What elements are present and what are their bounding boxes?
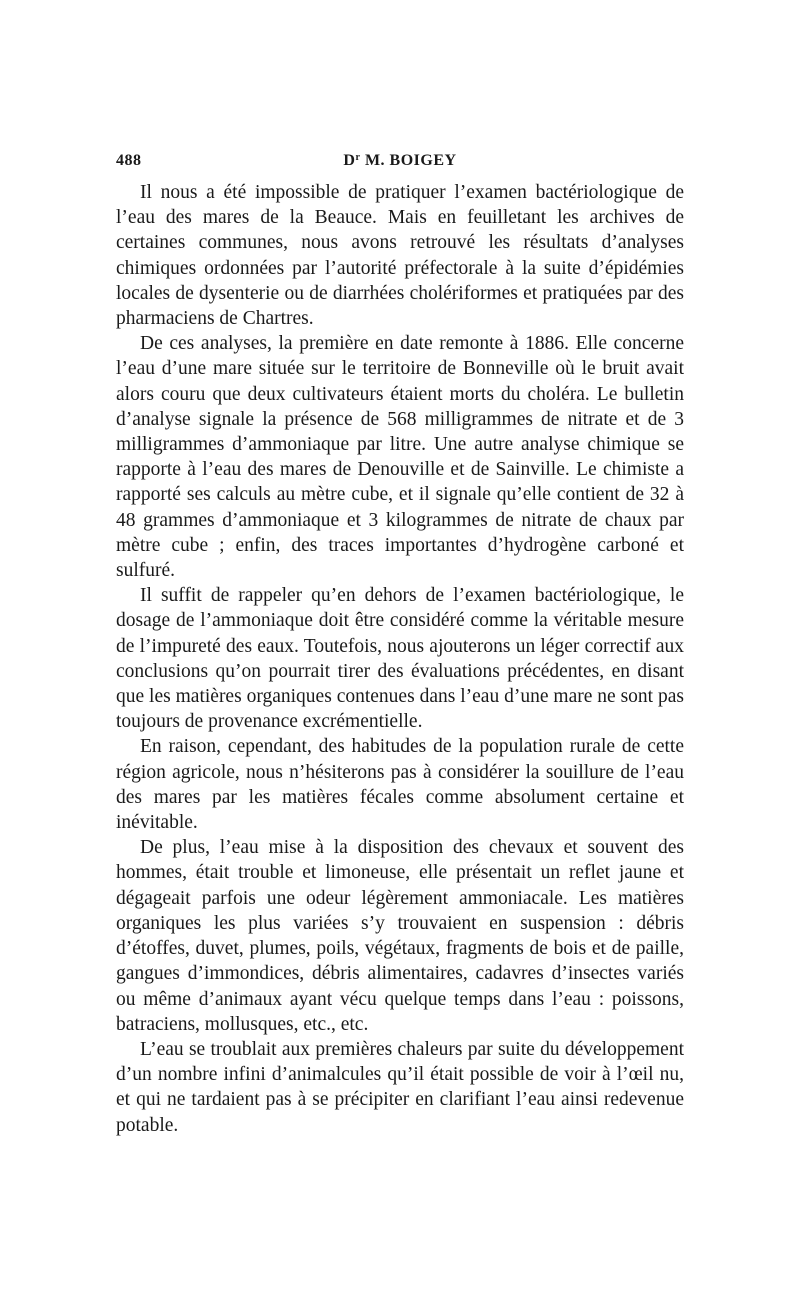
running-head <box>116 152 684 170</box>
paragraph: De ces analyses, la première en date remonte à 1886. Elle concerne l’eau d’une mare située sur le territoire de Bonneville où le bruit avait alors couru que deux cultivateurs étaient morts du choléra. Le bulletin d’analyse signale la présence de 568 milligrammes de nitrate et de 3 milligrammes d’ammoniaque par litre. Une autre analyse chimique se rapporte à l’eau des mares de Denouville et de Sainville. Le chimiste a rapporté ses calculs au mètre cube, et il signale qu’elle contient de 32 à 48 grammes d’ammoniaque et 3 kilogrammes de nitrate de chaux par mètre cube ; enfin, des traces importantes d’hydrogène carboné et sulfuré. <box>116 333 684 582</box>
author-name: M. BOIGEY <box>364 152 457 169</box>
author-prefix: D <box>343 152 356 169</box>
author-prefix-superscript: r <box>355 152 361 163</box>
page-number: 488 <box>116 152 142 169</box>
paragraph: Il nous a été impossible de pratiquer l’examen bactériologique de l’eau des mares de la Beauce. Mais en feuilletant les archives de certaines communes, nous avons retrouvé les résultats d’analyses chimiques ordonnées par l’autorité préfectorale à la suite d’épidémies locales de dysenterie ou de diarrhées cholériformes et pratiquées par des pharmaciens de Chartres. <box>116 182 684 330</box>
paragraph: L’eau se troublait aux premières chaleurs par suite du développement d’un nombre infini d’animalcules qu’il était possible de voir à l’œil nu, et qui ne tardaient pas à se précipiter en clarifiant l’eau ainsi redevenue potable. <box>116 1038 684 1136</box>
body-text <box>116 180 684 1138</box>
paragraph: Il suffit de rappeler qu’en dehors de l’examen bactériologique, le dosage de l’ammoniaque doit être considéré comme la véritable mesure de l’impureté des eaux. Toutefois, nous ajouterons un léger correctif aux conclusions qu’on pourrait tirer des évaluations précédentes, en disant que les matières organiques contenues dans l’eau d’une mare ne sont pas toujours de provenance excrémentielle. <box>116 585 684 733</box>
page-header <box>116 148 684 174</box>
paragraph: En raison, cependant, des habitudes de la population rurale de cette région agricole, nous n’hésiterons pas à considérer la souillure de l’eau des mares par les matières fécales comme absolument certaine et inévitable. <box>116 736 684 834</box>
paragraph: De plus, l’eau mise à la disposition des chevaux et souvent des hommes, était trouble et limoneuse, elle présentait un reflet jaune et dégageait parfois une odeur légèrement ammoniacale. Les matières organiques les plus variées s’y trouvaient en suspension : débris d’étoffes, duvet, plumes, poils, végétaux, fragments de bois et de paille, gangues d’immondices, débris alimentaires, cadavres d’insectes variés ou même d’animaux ayant vécu quelque temps dans l’eau : poissons, batraciens, mollusques, etc., etc. <box>116 837 684 1035</box>
book-page <box>116 148 684 1138</box>
